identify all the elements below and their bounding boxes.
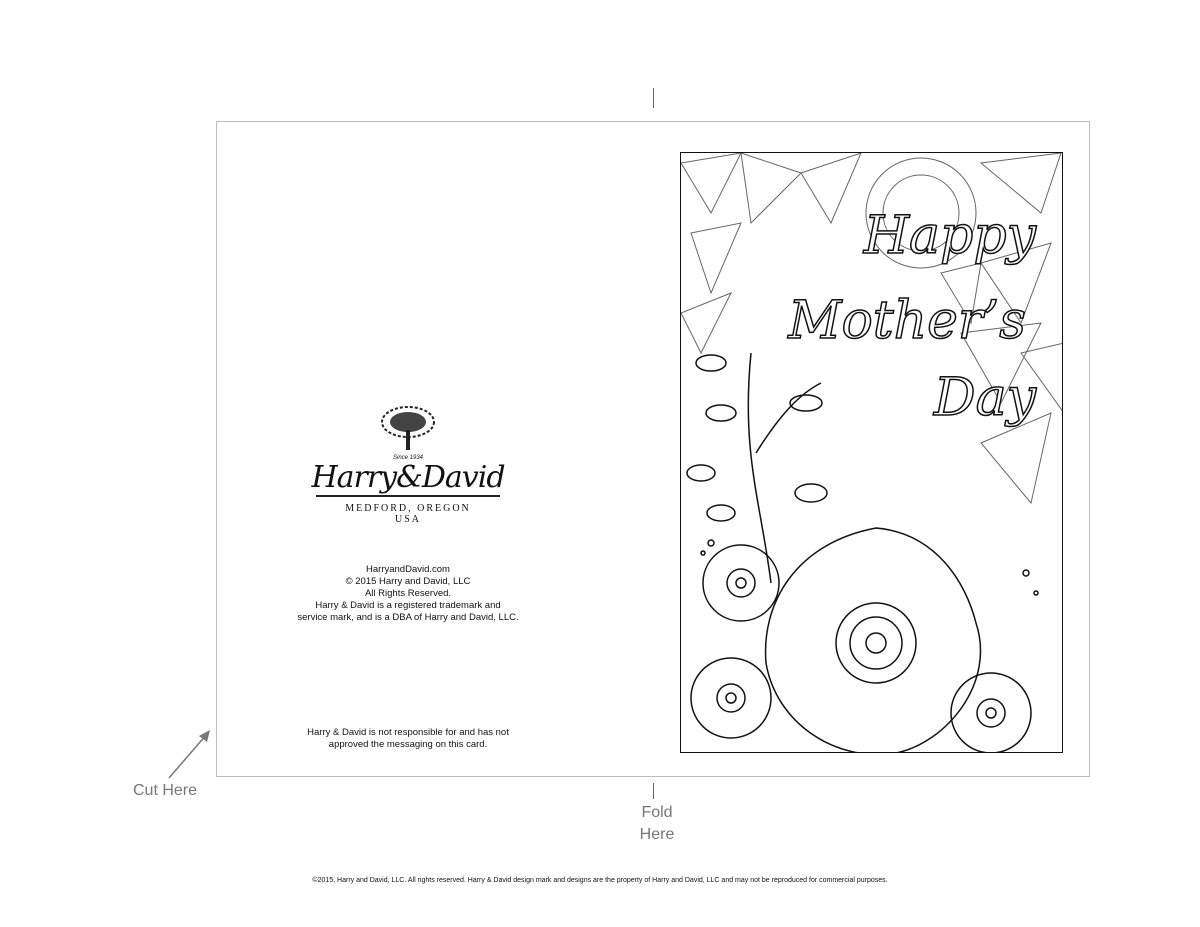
info-line: © 2015 Harry and David, LLC xyxy=(345,576,471,587)
card-front-artwork xyxy=(680,152,1063,753)
greeting-line-3: Day xyxy=(933,368,1036,428)
brand-wordmark: Harry&David xyxy=(311,460,505,495)
footer-copyright: ©2015, Harry and David, LLC. All rights reserved. Harry & David design mark and designs are the property of Harry and David, LLC and may not be reproduced for commercial purposes. xyxy=(312,877,888,884)
info-line: All Rights Reserved. xyxy=(364,588,452,599)
info-line: service mark, and is a DBA of Harry and David, LLC. xyxy=(297,612,519,623)
since-text: Since 1934 xyxy=(392,455,424,461)
info-line: HarryandDavid.com xyxy=(366,564,450,575)
fold-here-label xyxy=(630,802,684,846)
disclaimer-line: approved the messaging on this card. xyxy=(328,739,488,750)
copyright-info xyxy=(280,564,536,624)
floral-illustration xyxy=(681,153,1063,753)
tree-icon xyxy=(376,404,440,452)
brand-logo xyxy=(296,404,520,525)
fold-mark-top xyxy=(653,88,654,108)
info-line: Harry & David is a registered trademark and xyxy=(315,600,501,611)
greeting-line-2: Mother’s xyxy=(788,291,1026,351)
location-line-2: USA xyxy=(394,514,421,525)
disclaimer-line: Harry & David is not responsible for and has not xyxy=(307,727,509,738)
disclaimer xyxy=(280,727,536,751)
fold-label-2: Here xyxy=(639,826,675,843)
cut-arrow-icon xyxy=(165,728,215,782)
wordmark-underline xyxy=(316,495,500,497)
fold-mark-bottom xyxy=(653,783,654,799)
cut-here-label: Cut Here xyxy=(132,782,198,799)
location-line-1: MEDFORD, OREGON xyxy=(345,503,471,514)
fold-label-1: Fold xyxy=(641,804,673,821)
greeting-line-1: Happy xyxy=(863,206,1036,266)
